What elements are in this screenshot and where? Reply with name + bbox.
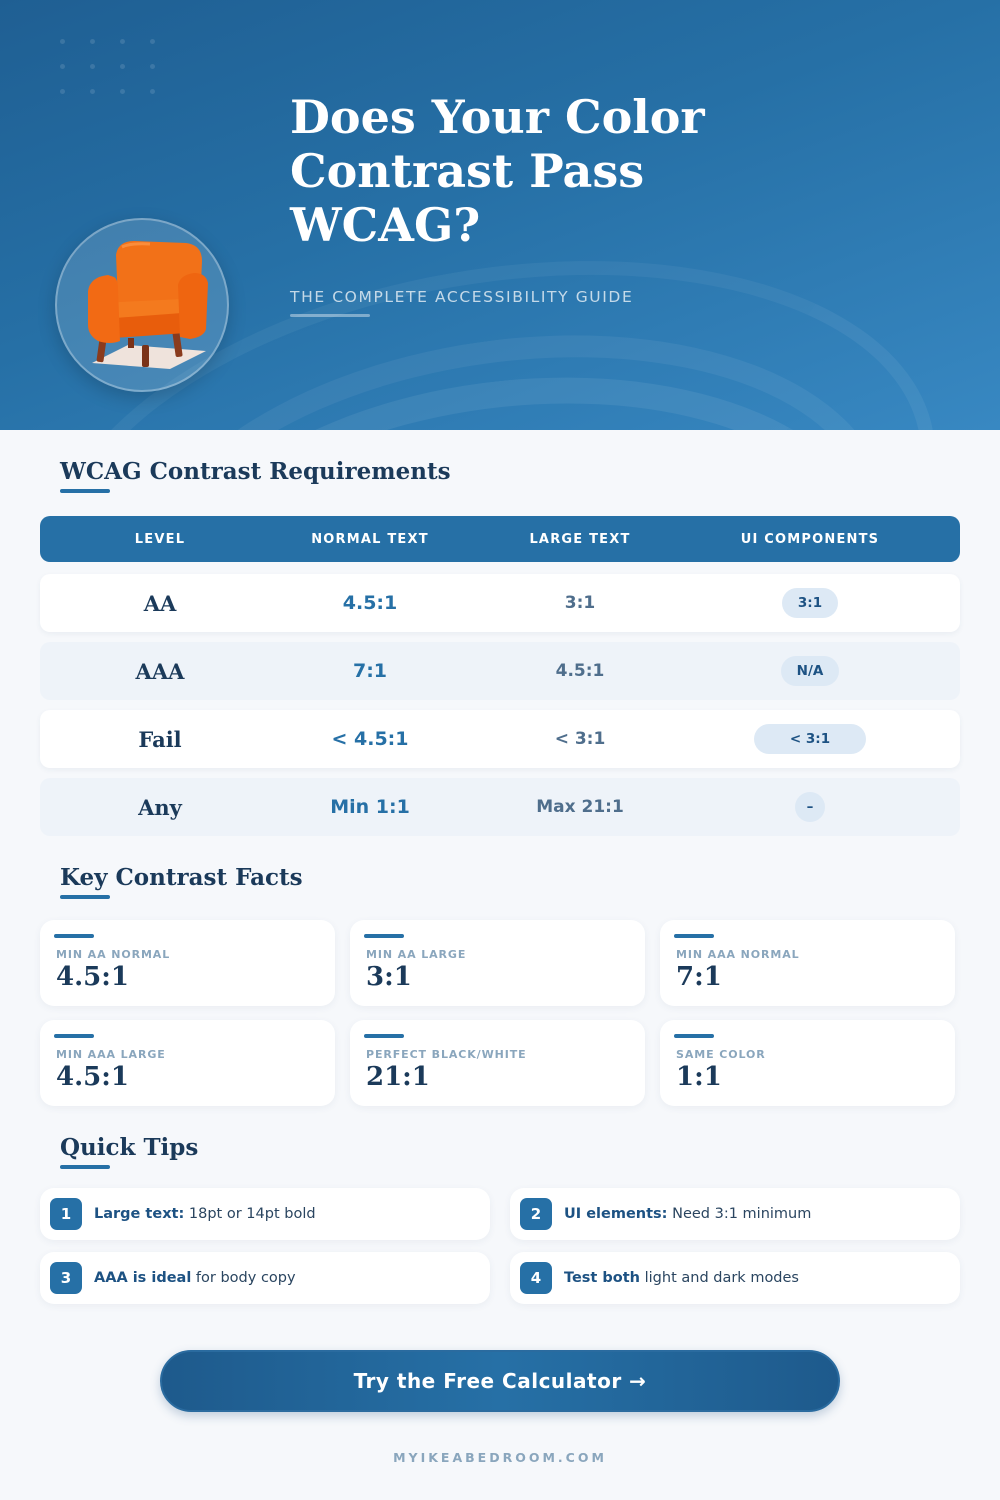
large-text-cell: Max 21:1 <box>536 797 624 817</box>
fact-label: MIN AA NORMAL <box>56 948 171 961</box>
normal-text-cell: 4.5:1 <box>342 592 398 614</box>
fact-value: 21:1 <box>366 1062 430 1092</box>
tip-text: UI elements: Need 3:1 minimum <box>564 1206 812 1222</box>
section-title-requirements: WCAG Contrast Requirements <box>60 458 451 485</box>
card-accent-bar <box>364 1034 404 1038</box>
fact-card <box>40 1020 335 1106</box>
section-title-tips: Quick Tips <box>60 1134 199 1161</box>
normal-text-cell: 7:1 <box>352 660 388 682</box>
fact-card <box>350 920 645 1006</box>
armchair-icon <box>70 233 216 379</box>
table-row <box>40 642 960 700</box>
card-accent-bar <box>54 1034 94 1038</box>
fact-value: 4.5:1 <box>56 1062 129 1092</box>
ui-components-badge: < 3:1 <box>754 724 866 754</box>
table-header <box>40 516 960 562</box>
card-accent-bar <box>674 1034 714 1038</box>
card-accent-bar <box>54 934 94 938</box>
tip-item <box>40 1252 490 1304</box>
section-underline <box>60 1165 110 1169</box>
normal-text-cell: < 4.5:1 <box>331 728 409 750</box>
fact-value: 4.5:1 <box>56 962 129 992</box>
large-text-cell: < 3:1 <box>554 729 606 749</box>
fact-card <box>660 920 955 1006</box>
card-accent-bar <box>364 934 404 938</box>
fact-card <box>660 1020 955 1106</box>
ui-components-badge: 3:1 <box>782 588 838 618</box>
hero-banner <box>0 0 1000 430</box>
level-cell: Fail <box>138 726 182 752</box>
section-title-facts: Key Contrast Facts <box>60 864 303 891</box>
column-header-level: LEVEL <box>134 531 186 547</box>
ui-components-badge: – <box>795 792 826 822</box>
tip-item <box>510 1188 960 1240</box>
table-row <box>40 710 960 768</box>
page-title: Does Your Color Contrast Pass WCAG? <box>290 90 705 252</box>
fact-label: SAME COLOR <box>676 1048 766 1061</box>
fact-label: PERFECT BLACK/WHITE <box>366 1048 527 1061</box>
table-row <box>40 574 960 632</box>
large-text-cell: 3:1 <box>564 593 596 613</box>
table-row <box>40 778 960 836</box>
column-header-large-text: LARGE TEXT <box>529 531 631 547</box>
level-cell: Any <box>138 794 182 820</box>
tip-item <box>510 1252 960 1304</box>
tip-text: Large text: 18pt or 14pt bold <box>94 1206 316 1222</box>
level-cell: AA <box>143 590 177 616</box>
footer-site-link[interactable]: MYIKEABEDROOM.COM <box>393 1450 607 1465</box>
dot-grid-decoration <box>60 39 160 99</box>
tip-number-badge: 3 <box>50 1262 82 1294</box>
large-text-cell: 4.5:1 <box>555 661 605 681</box>
tip-text: AAA is ideal for body copy <box>94 1270 296 1286</box>
subtitle-underline <box>290 314 370 317</box>
tip-item <box>40 1188 490 1240</box>
tip-text: Test both light and dark modes <box>564 1270 799 1286</box>
tip-number-badge: 2 <box>520 1198 552 1230</box>
fact-label: MIN AAA LARGE <box>56 1048 166 1061</box>
try-calculator-button[interactable]: Try the Free Calculator → <box>160 1350 840 1412</box>
fact-value: 3:1 <box>366 962 412 992</box>
level-cell: AAA <box>135 658 185 684</box>
column-header-ui-components: UI COMPONENTS <box>740 531 880 547</box>
fact-value: 1:1 <box>676 1062 722 1092</box>
armchair-illustration <box>55 218 229 392</box>
tip-number-badge: 1 <box>50 1198 82 1230</box>
tip-number-badge: 4 <box>520 1262 552 1294</box>
ui-components-badge: N/A <box>781 656 840 686</box>
fact-card <box>40 920 335 1006</box>
fact-label: MIN AAA NORMAL <box>676 948 800 961</box>
card-accent-bar <box>674 934 714 938</box>
page-subtitle: THE COMPLETE ACCESSIBILITY GUIDE <box>290 288 634 306</box>
section-underline <box>60 895 110 899</box>
normal-text-cell: Min 1:1 <box>330 796 410 818</box>
fact-card <box>350 1020 645 1106</box>
fact-value: 7:1 <box>676 962 722 992</box>
fact-label: MIN AA LARGE <box>366 948 467 961</box>
column-header-normal-text: NORMAL TEXT <box>311 531 429 547</box>
section-underline <box>60 489 110 493</box>
